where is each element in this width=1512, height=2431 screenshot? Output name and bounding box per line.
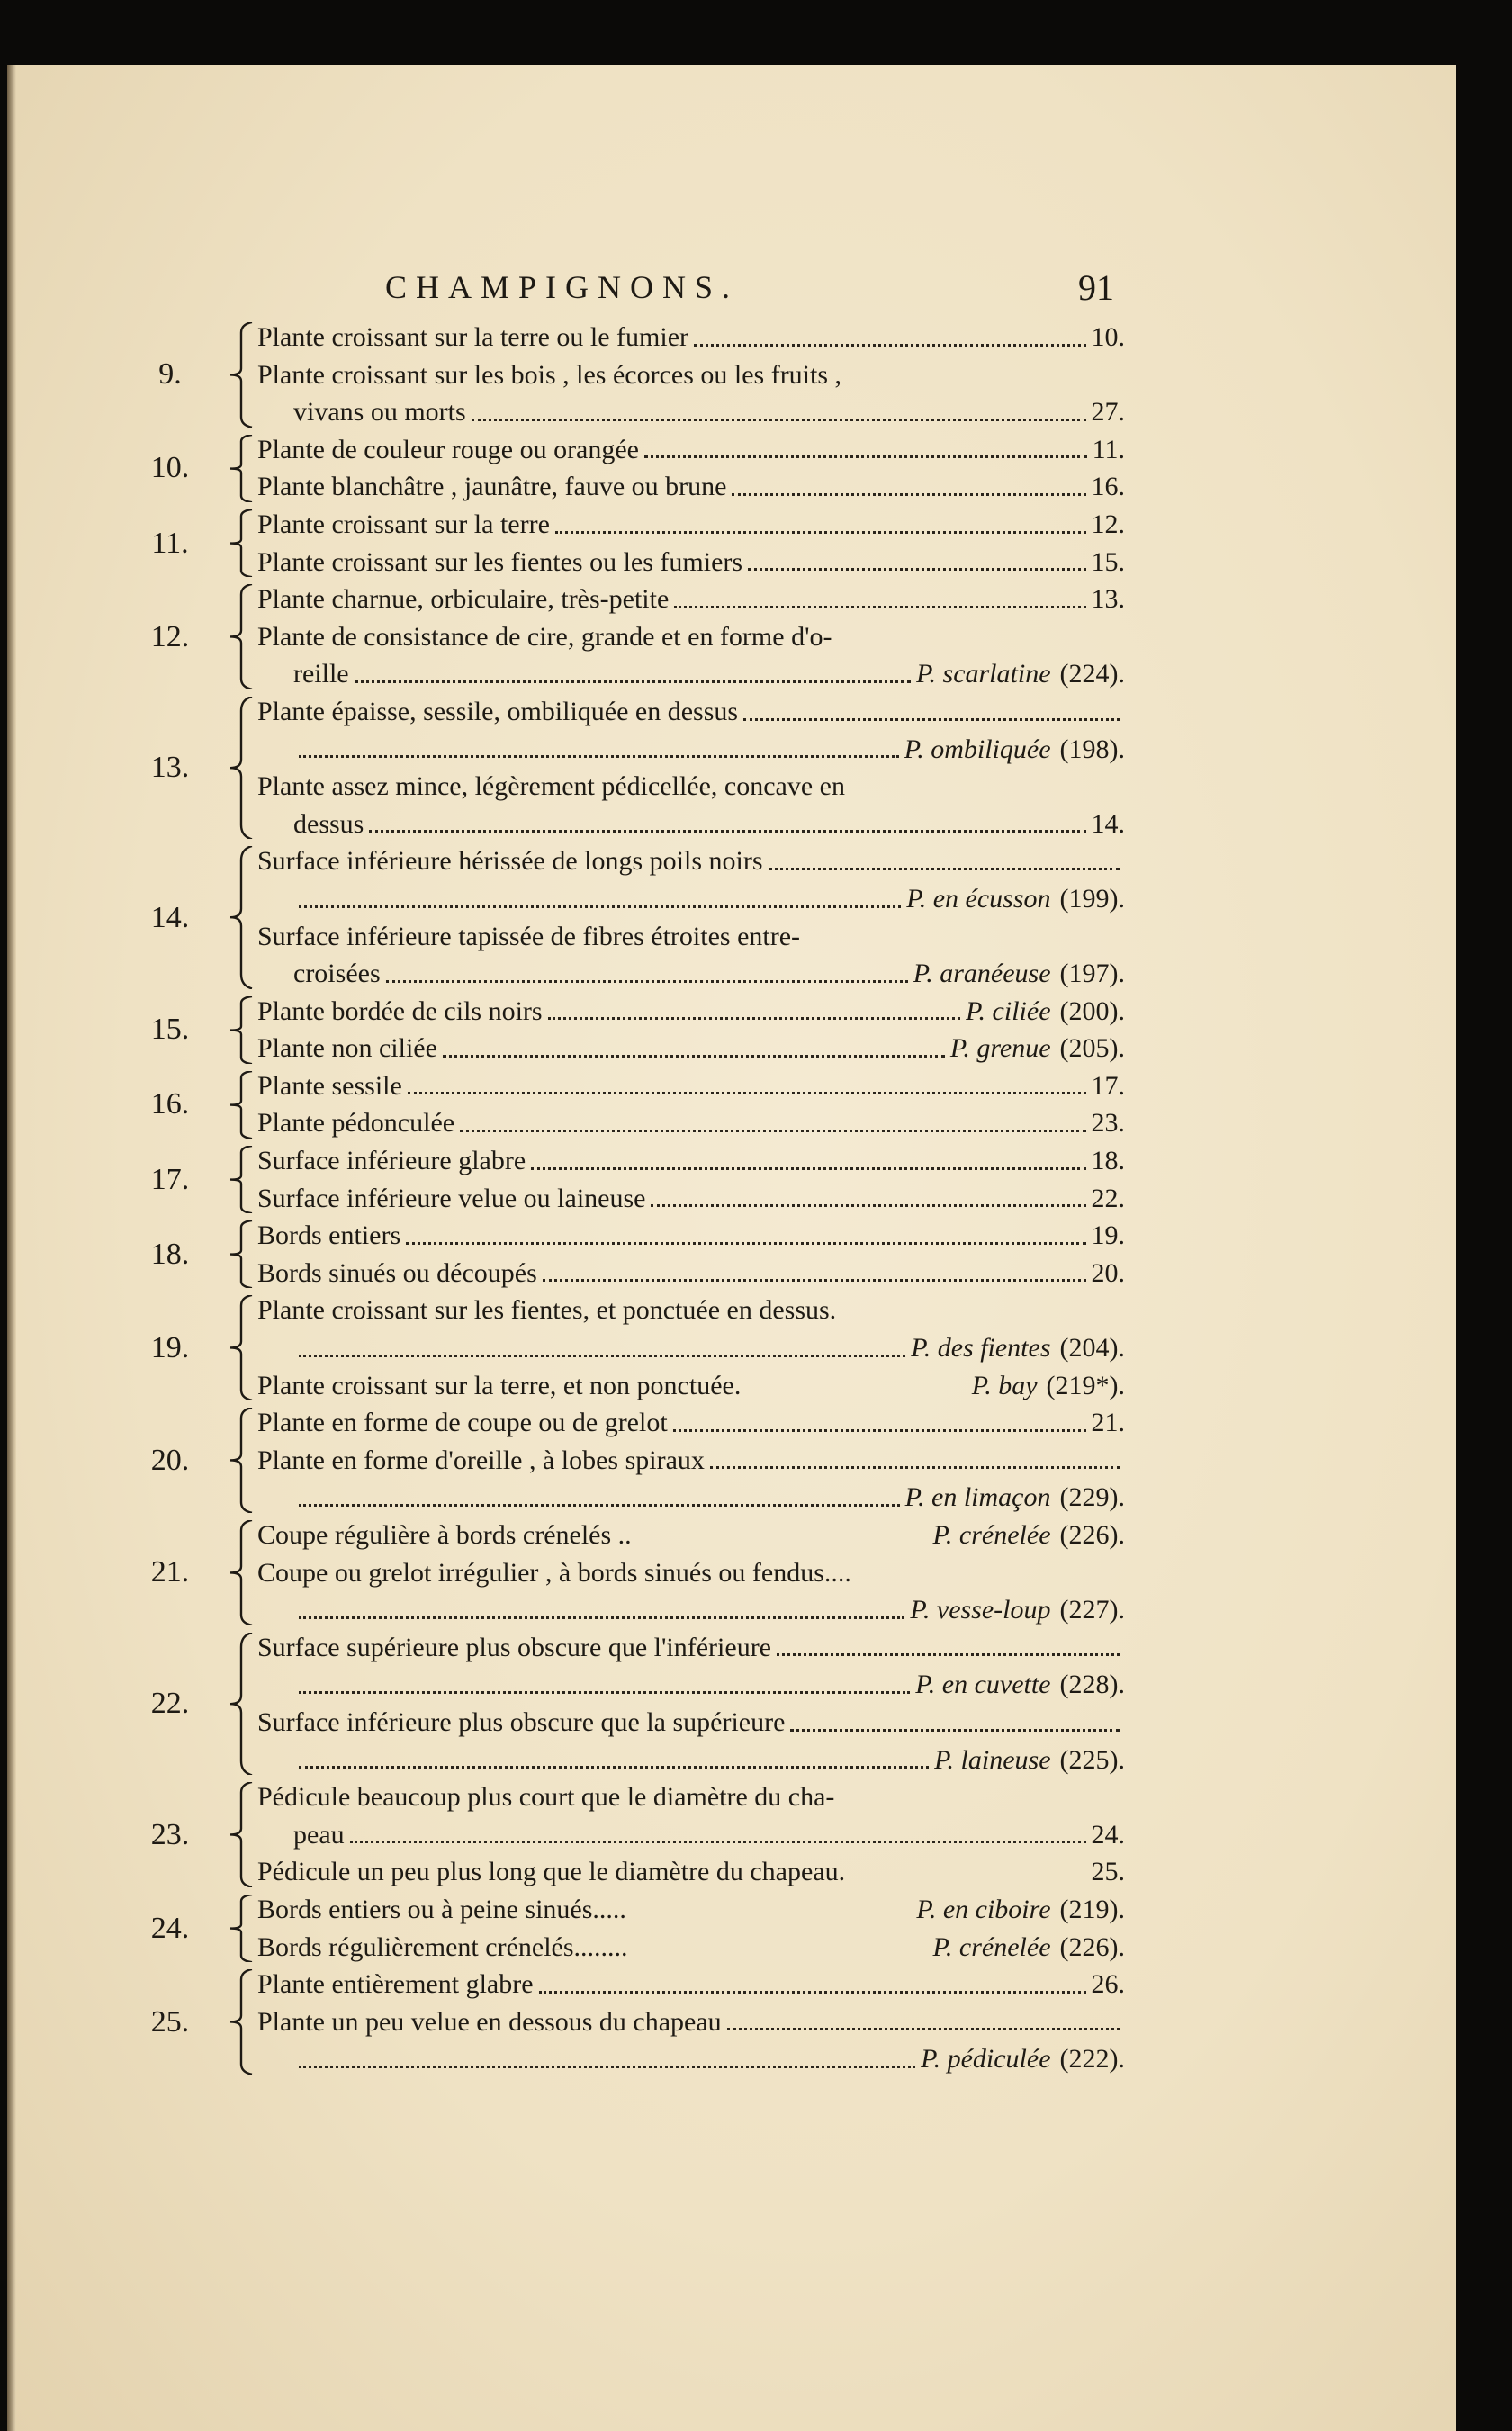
species-name: P. en limaçon: [904, 1482, 1051, 1513]
key-line: [257, 1104, 1125, 1142]
key-line: [257, 1367, 1125, 1405]
couplet-number: 12.: [150, 619, 190, 653]
key-line: [257, 581, 1125, 618]
reference: 19.: [1091, 1220, 1125, 1251]
dot-leader: [299, 1355, 905, 1357]
key-group: [126, 1217, 1125, 1292]
dot-leader: [777, 1653, 1120, 1656]
key-line: [257, 655, 1125, 693]
reference: 24.: [1091, 1819, 1125, 1850]
key-line: [257, 2040, 1125, 2078]
line-text: Plante bordée de cils noirs: [257, 995, 543, 1026]
key-lines: [257, 506, 1125, 581]
key-line: [257, 1666, 1125, 1704]
reference: (226).: [1059, 1931, 1125, 1962]
line-text: Surface inférieure glabre: [257, 1146, 526, 1176]
line-text: Plante de consistance de cire, grande et en forme d'o-: [257, 621, 832, 652]
key-group: [126, 1404, 1125, 1517]
line-text: Plante croissant sur les fientes, et ponctuée en dessus.: [257, 1295, 837, 1326]
dot-leader: [443, 1055, 945, 1058]
dot-leader: [299, 2066, 915, 2068]
line-text: Surface inférieure tapissée de fibres étroites entre-: [257, 921, 801, 951]
line-text: peau: [293, 1819, 345, 1850]
reference: 18.: [1091, 1146, 1125, 1176]
couplet-number: 22.: [150, 1686, 190, 1720]
key-line: [257, 1067, 1125, 1105]
line-text: Bords entiers: [257, 1220, 401, 1251]
species-name: P. scarlatine: [916, 659, 1051, 689]
dot-leader: [673, 1429, 1086, 1432]
dot-leader: [406, 1242, 1085, 1245]
key-line: [257, 1778, 1125, 1816]
dot-leader: [710, 1466, 1120, 1469]
key-group: [126, 319, 1125, 431]
dot-leader: [748, 568, 1085, 571]
reference: (219*).: [1046, 1370, 1125, 1400]
line-text: Plante non ciliée: [257, 1033, 437, 1064]
line-text: Surface inférieure plus obscure que la supérieure: [257, 1706, 786, 1737]
key-line: [257, 731, 1125, 769]
reference: 16.: [1091, 472, 1125, 502]
key-group: [126, 842, 1125, 992]
brace-icon: [225, 506, 257, 581]
brace-icon: [225, 1142, 257, 1217]
page-number: 91: [1078, 267, 1114, 308]
dot-leader: [743, 718, 1120, 721]
key-line: [257, 2003, 1125, 2041]
reference: (225).: [1059, 1744, 1125, 1775]
line-text: Plante sessile: [257, 1070, 402, 1101]
reference: (228).: [1059, 1670, 1125, 1700]
brace-icon: [225, 693, 257, 842]
brace-icon: [225, 431, 257, 506]
couplet-number: 19.: [150, 1330, 190, 1364]
line-text: Bords sinués ou découpés: [257, 1257, 537, 1288]
reference: (224).: [1059, 659, 1125, 689]
line-text: Coupe régulière à bords crénelés ..: [257, 1520, 632, 1550]
reference: 26.: [1091, 1969, 1125, 2000]
key-line: [257, 1853, 1125, 1891]
line-text: Pédicule beaucoup plus court que le diamètre du cha-: [257, 1782, 835, 1813]
reference: 14.: [1091, 808, 1125, 839]
key-line: [257, 880, 1125, 918]
species-name: P. en cuvette: [915, 1670, 1051, 1700]
couplet-number: 25.: [150, 2004, 190, 2039]
species-name: P. vesse-loup: [910, 1595, 1051, 1625]
reference: 12.: [1091, 509, 1125, 539]
key-line: [257, 1479, 1125, 1517]
species-name: P. des fientes: [911, 1333, 1051, 1364]
couplet-number: 9.: [158, 357, 182, 392]
species-name: P. grenue: [950, 1033, 1051, 1064]
couplet-number: 18.: [150, 1237, 190, 1271]
key-line: [257, 356, 1125, 394]
key-group: [126, 506, 1125, 581]
dot-leader: [299, 1616, 904, 1619]
key-group: [126, 993, 1125, 1067]
brace-icon: [225, 1067, 257, 1142]
couplet-number: 16.: [150, 1087, 190, 1121]
key-line: [257, 468, 1125, 506]
key-lines: [257, 1778, 1125, 1891]
dot-leader: [460, 1130, 1085, 1132]
dot-leader: [369, 830, 1085, 833]
reference: (198).: [1059, 734, 1125, 764]
line-text: Bords régulièrement crénelés........: [257, 1931, 628, 1962]
reference: 15.: [1091, 546, 1125, 577]
key-line: [257, 1329, 1125, 1367]
brace-icon: [225, 993, 257, 1067]
reference: (199).: [1059, 883, 1125, 914]
species-name: P. en ciboire: [916, 1894, 1051, 1924]
key-group: [126, 693, 1125, 842]
couplet-number: 20.: [150, 1443, 190, 1477]
reference: 23.: [1091, 1108, 1125, 1139]
key-line: [257, 1255, 1125, 1292]
key-group: [126, 431, 1125, 506]
brace-icon: [225, 1517, 257, 1629]
dot-leader: [299, 1504, 900, 1507]
dot-leader: [299, 1691, 910, 1694]
couplet-number: 14.: [150, 900, 190, 934]
key-lines: [257, 693, 1125, 842]
key-line: [257, 1816, 1125, 1854]
brace-icon: [225, 1891, 257, 1966]
key-lines: [257, 1891, 1125, 1966]
reference: (197).: [1059, 959, 1125, 989]
line-text: Coupe ou grelot irrégulier , à bords sinués ou fendus....: [257, 1557, 851, 1588]
reference: (200).: [1059, 995, 1125, 1026]
key-group: [126, 1778, 1125, 1891]
key-group: [126, 1142, 1125, 1217]
dot-leader: [790, 1729, 1120, 1732]
key-lines: [257, 319, 1125, 431]
couplet-number: 24.: [150, 1911, 190, 1945]
reference: 27.: [1091, 397, 1125, 428]
line-text: Plante entièrement glabre: [257, 1969, 534, 2000]
dot-leader: [386, 980, 908, 983]
line-text: Plante croissant sur les bois , les écorces ou les fruits ,: [257, 359, 842, 390]
species-name: P. en écusson: [906, 883, 1051, 914]
couplet-number: 10.: [150, 451, 190, 485]
dot-leader: [727, 2028, 1120, 2030]
species-name: P. crénelée: [932, 1520, 1051, 1550]
line-text: Plante croissant sur la terre: [257, 509, 550, 539]
key-lines: [257, 1292, 1125, 1404]
key-line: [257, 1142, 1125, 1180]
dot-leader: [539, 1991, 1086, 1994]
key-line: [257, 918, 1125, 956]
line-text: Plante croissant sur les fientes ou les fumiers: [257, 546, 743, 577]
key-lines: [257, 1629, 1125, 1778]
species-name: P. ombiliquée: [904, 734, 1051, 764]
dot-leader: [732, 493, 1085, 496]
key-line: [257, 955, 1125, 993]
couplet-number: 13.: [150, 751, 190, 785]
key-line: [257, 806, 1125, 843]
line-text: Plante croissant sur la terre, et non ponctuée.: [257, 1370, 742, 1400]
key-group: [126, 1966, 1125, 2078]
dot-leader: [644, 455, 1087, 458]
dot-leader: [694, 344, 1085, 347]
dot-leader: [651, 1204, 1085, 1207]
line-text: Surface supérieure plus obscure que l'inférieure: [257, 1632, 771, 1662]
species-name: P. aranéeuse: [913, 959, 1051, 989]
reference: (222).: [1059, 2044, 1125, 2075]
reference: 13.: [1091, 584, 1125, 615]
line-text: Plante épaisse, sessile, ombiliquée en dessus: [257, 696, 739, 726]
line-text: vivans ou morts: [293, 397, 466, 428]
key-line: [257, 1292, 1125, 1329]
key-line: [257, 1554, 1125, 1592]
key-line: [257, 618, 1125, 656]
key-line: [257, 1404, 1125, 1442]
dot-leader: [408, 1092, 1086, 1094]
line-text: Surface inférieure velue ou laineuse: [257, 1183, 646, 1213]
key-group: [126, 1292, 1125, 1404]
reference: 20.: [1091, 1257, 1125, 1288]
dichotomous-key: [126, 319, 1125, 2078]
brace-icon: [225, 1217, 257, 1292]
brace-icon: [225, 1966, 257, 2078]
key-lines: [257, 1067, 1125, 1142]
brace-icon: [225, 1404, 257, 1517]
couplet-number: 17.: [150, 1162, 190, 1196]
reference: 10.: [1091, 322, 1125, 352]
reference: 22.: [1091, 1183, 1125, 1213]
couplet-number: 23.: [150, 1817, 190, 1851]
key-lines: [257, 993, 1125, 1067]
key-lines: [257, 1966, 1125, 2078]
dot-leader: [769, 868, 1120, 870]
key-line: [257, 544, 1125, 581]
key-group: [126, 1629, 1125, 1778]
line-text: Plante un peu velue en dessous du chapeau: [257, 2006, 722, 2037]
couplet-number: 21.: [150, 1555, 190, 1589]
dot-leader: [299, 905, 901, 908]
key-lines: [257, 431, 1125, 506]
reference: (227).: [1059, 1595, 1125, 1625]
reference: (229).: [1059, 1482, 1125, 1513]
reference: (226).: [1059, 1520, 1125, 1550]
key-line: [257, 1180, 1125, 1218]
key-line: [257, 1591, 1125, 1629]
dot-leader: [531, 1167, 1085, 1170]
dot-leader: [674, 606, 1085, 608]
key-lines: [257, 842, 1125, 992]
key-line: [257, 842, 1125, 880]
line-text: Pédicule un peu plus long que le diamètre du chapeau.: [257, 1857, 846, 1887]
couplet-number: 11.: [151, 526, 189, 560]
key-lines: [257, 1217, 1125, 1292]
key-line: [257, 506, 1125, 544]
key-line: [257, 1629, 1125, 1667]
dot-leader: [472, 419, 1086, 421]
key-line: [257, 319, 1125, 356]
couplet-number: 15.: [150, 1013, 190, 1047]
key-line: [257, 393, 1125, 431]
reference: 25.: [1091, 1857, 1125, 1887]
key-line: [257, 993, 1125, 1031]
line-text: Plante en forme de coupe ou de grelot: [257, 1408, 668, 1438]
species-name: P. ciliée: [966, 995, 1051, 1026]
key-group: [126, 1891, 1125, 1966]
species-name: P. laineuse: [934, 1744, 1051, 1775]
line-text: Plante blanchâtre , jaunâtre, fauve ou brune: [257, 472, 727, 502]
key-line: [257, 1704, 1125, 1742]
line-text: dessus: [293, 808, 364, 839]
running-header: [7, 268, 1456, 313]
line-text: Plante charnue, orbiculaire, très-petite: [257, 584, 670, 615]
brace-icon: [225, 581, 257, 693]
brace-icon: [225, 1778, 257, 1891]
brace-icon: [225, 1292, 257, 1404]
line-text: Bords entiers ou à peine sinués.....: [257, 1894, 626, 1924]
species-name: P. pédiculée: [921, 2044, 1051, 2075]
key-line: [257, 1217, 1125, 1255]
line-text: Plante croissant sur la terre ou le fumier: [257, 322, 689, 352]
page-title: CHAMPIGNONS.: [385, 269, 740, 305]
species-name: P. crénelée: [932, 1931, 1051, 1962]
reference: 11.: [1092, 434, 1125, 464]
dot-leader: [299, 755, 899, 758]
line-text: Surface inférieure hérissée de longs poils noirs: [257, 846, 763, 877]
line-text: Plante de couleur rouge ou orangée: [257, 434, 639, 464]
key-line: [257, 1517, 1125, 1554]
key-line: [257, 768, 1125, 806]
brace-icon: [225, 1629, 257, 1778]
species-name: P. bay: [971, 1370, 1038, 1400]
reference: (205).: [1059, 1033, 1125, 1064]
key-line: [257, 1929, 1125, 1967]
key-lines: [257, 1404, 1125, 1517]
dot-leader: [350, 1841, 1086, 1843]
key-line: [257, 693, 1125, 731]
line-text: croisées: [293, 959, 381, 989]
key-line: [257, 1966, 1125, 2003]
key-group: [126, 581, 1125, 693]
key-line: [257, 1891, 1125, 1929]
key-lines: [257, 1517, 1125, 1629]
dot-leader: [543, 1279, 1086, 1282]
brace-icon: [225, 842, 257, 992]
line-text: Plante assez mince, légèrement pédicellée, concave en: [257, 771, 845, 802]
reference: (219).: [1059, 1894, 1125, 1924]
reference: 21.: [1091, 1408, 1125, 1438]
dot-leader: [299, 1766, 929, 1769]
line-text: Plante en forme d'oreille , à lobes spiraux: [257, 1445, 705, 1475]
key-line: [257, 1742, 1125, 1779]
key-lines: [257, 581, 1125, 693]
key-line: [257, 431, 1125, 469]
reference: (204).: [1059, 1333, 1125, 1364]
key-group: [126, 1067, 1125, 1142]
key-lines: [257, 1142, 1125, 1217]
key-line: [257, 1442, 1125, 1480]
line-text: reille: [293, 659, 349, 689]
key-line: [257, 1030, 1125, 1067]
key-group: [126, 1517, 1125, 1629]
dot-leader: [555, 531, 1086, 534]
dot-leader: [355, 680, 911, 683]
line-text: Plante pédonculée: [257, 1108, 455, 1139]
reference: 17.: [1091, 1070, 1125, 1101]
brace-icon: [225, 319, 257, 431]
dot-leader: [548, 1017, 961, 1020]
